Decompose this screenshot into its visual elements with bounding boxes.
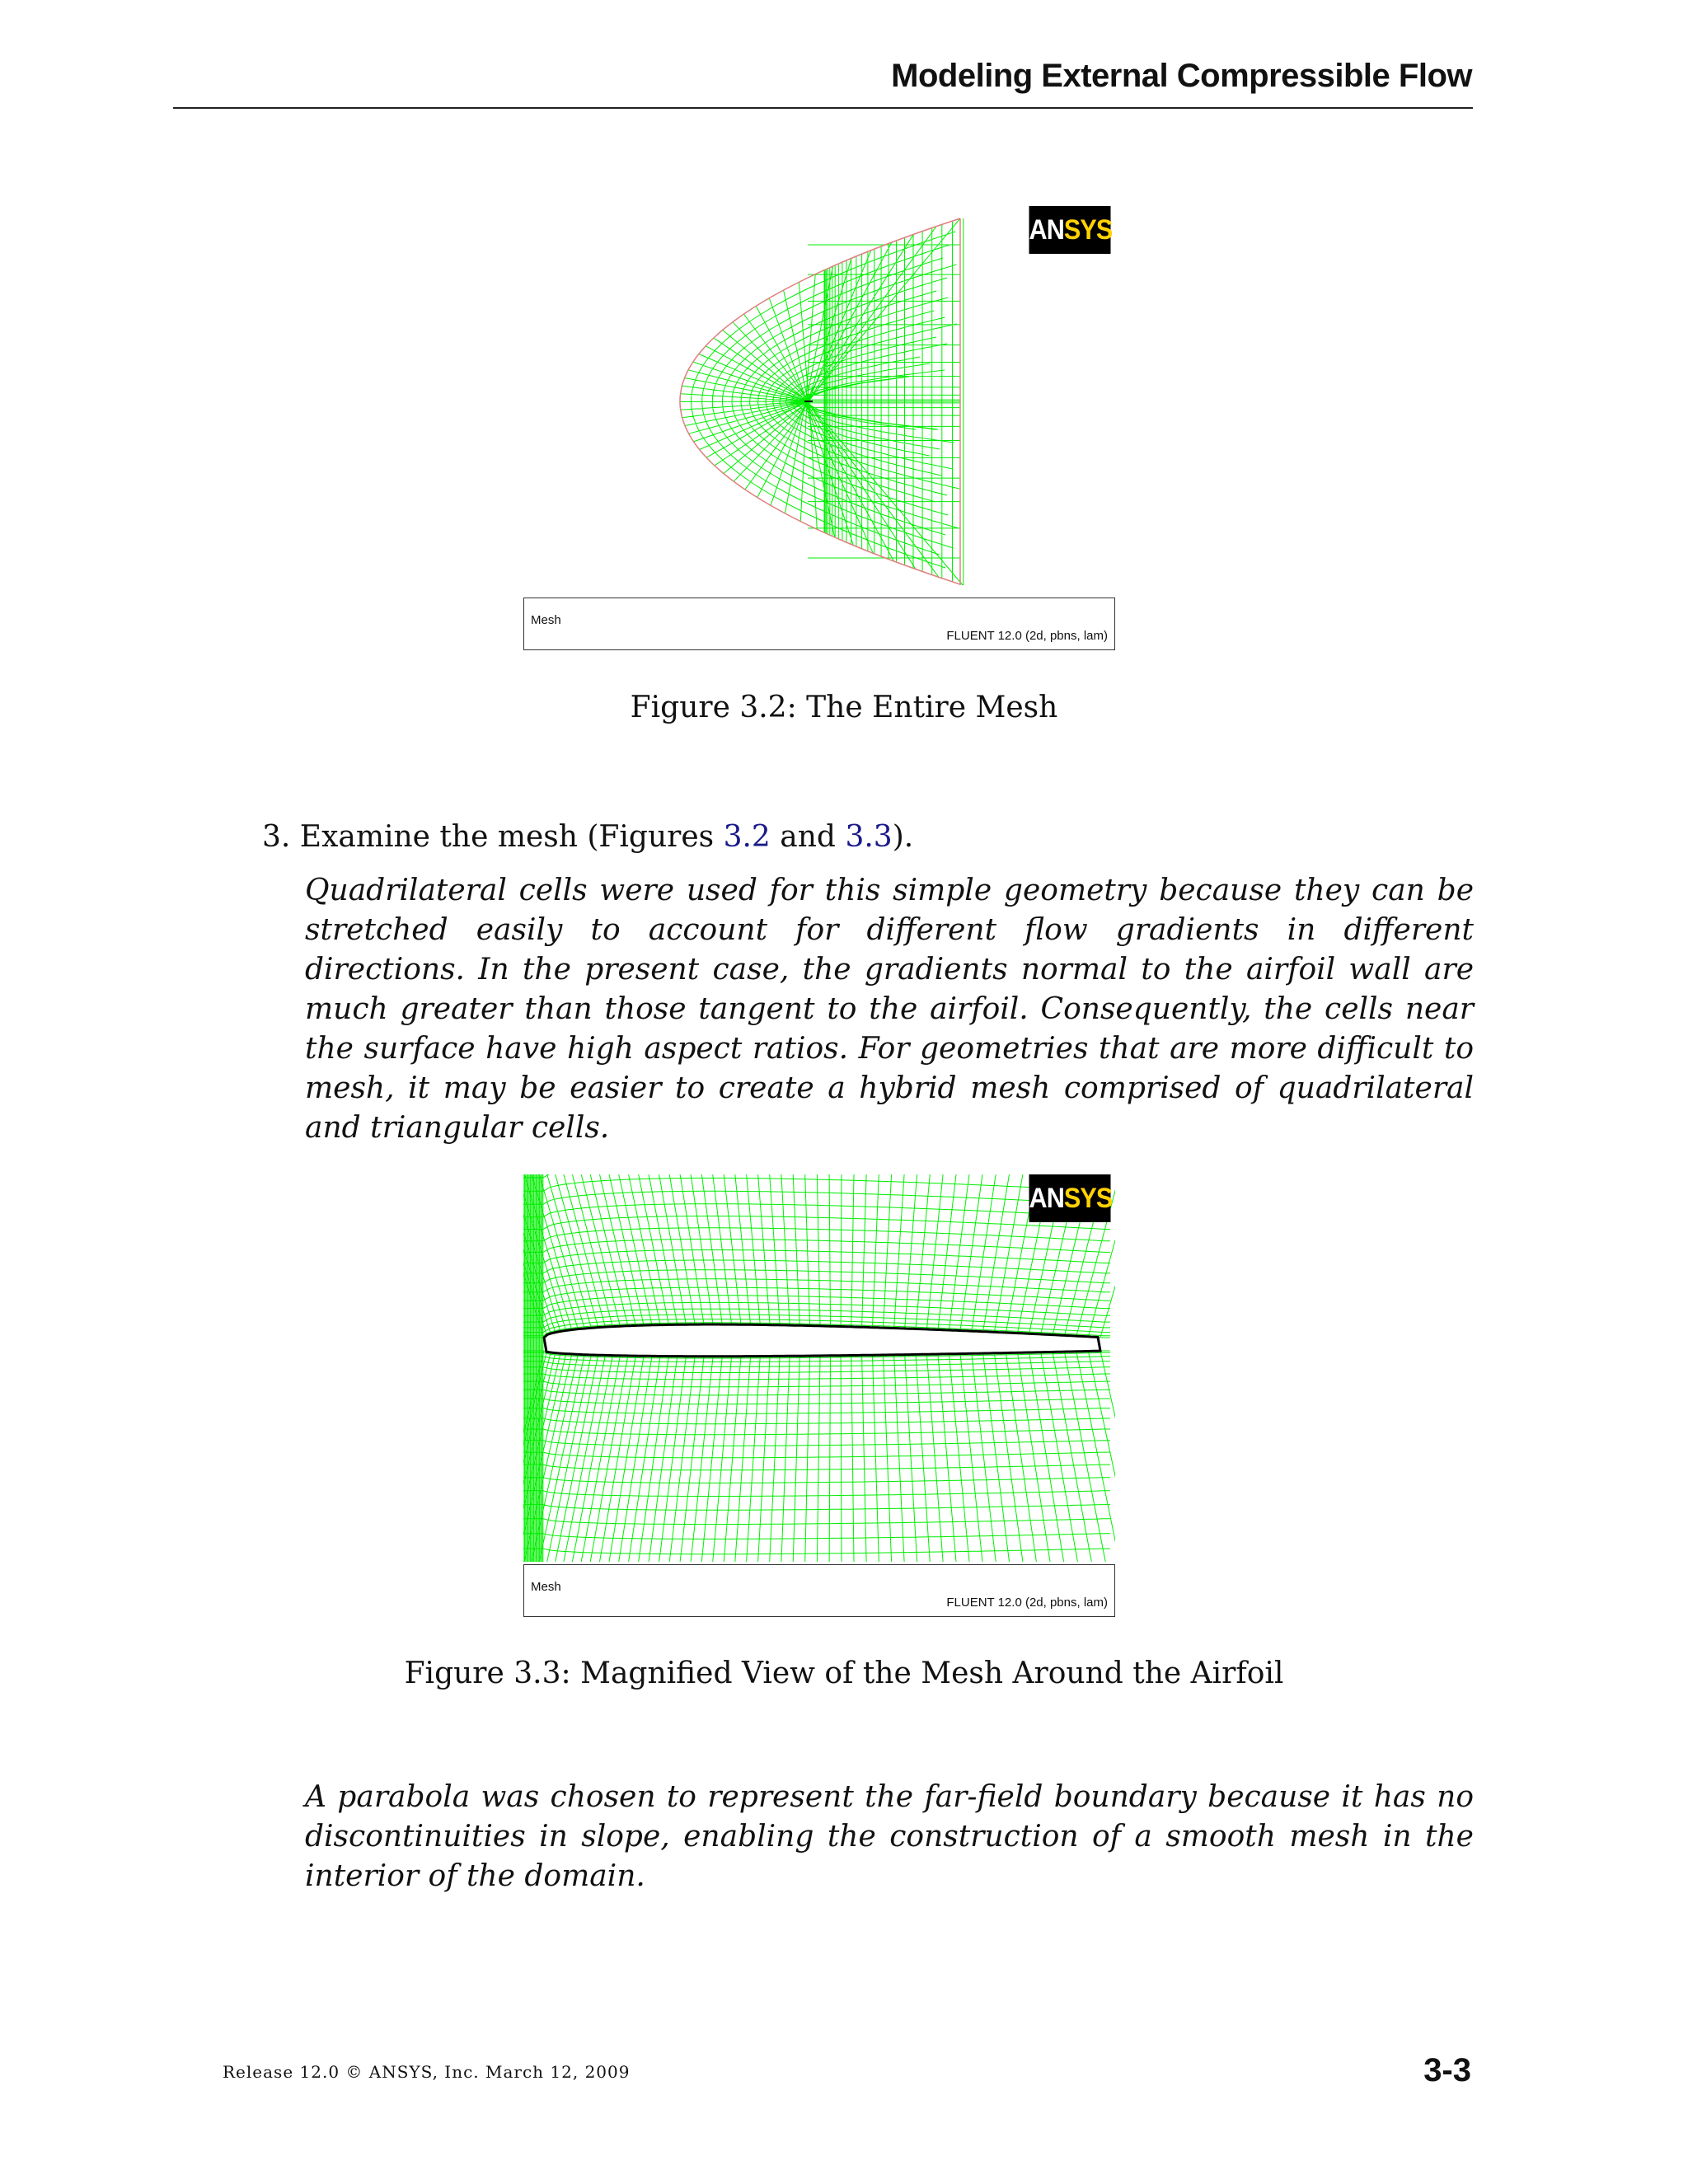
header-rule	[173, 107, 1473, 109]
step-3-text: 3. Examine the mesh (Figures 3.2 and 3.3).	[262, 820, 914, 854]
figure-entire-mesh	[523, 206, 1115, 651]
status-solver: FLUENT 12.0 (2d, pbns, lam)	[946, 1596, 1108, 1610]
figure-caption: Figure 3.2: The Entire Mesh	[630, 691, 1058, 724]
status-title: Mesh	[531, 1580, 561, 1594]
mesh-grid-lines	[680, 218, 964, 585]
status-title: Mesh	[531, 613, 561, 627]
magnified-mesh-plot	[523, 1174, 1115, 1562]
page-number: 3-3	[1423, 2052, 1471, 2088]
fluent-status-box	[523, 1564, 1115, 1617]
running-header: Modeling External Compressible Flow	[891, 58, 1472, 94]
ansys-logo: ANSYS	[1029, 1174, 1111, 1222]
fluent-status-box	[523, 598, 1115, 650]
ansys-logo: ANSYS	[1029, 206, 1111, 254]
figure-ref-link[interactable]: 3.2	[723, 820, 771, 854]
figure-magnified-mesh	[523, 1174, 1115, 1619]
mesh-explanation-paragraph: Quadrilateral cells were used for this simple geometry because they can be stretched easily to account for different flow gradients in different directions. In the present case, the gradients normal to the airfoil wall are much greater than those tangent to the airfoil. Consequently, the cells near the surface have high aspect ratios. For geometries that are more difficult to mesh, it may be easier to create a hybrid mesh comprised of quadrilateral and triangular cells.	[305, 874, 1474, 1145]
parabola-explanation-paragraph: A parabola was chosen to represent the far-field boundary because it has no discontinuities in slope, enabling the construction of a smooth mesh in the interior of the domain.	[305, 1780, 1474, 1893]
figure-caption: Figure 3.3: Magnified View of the Mesh Around the Airfoil	[404, 1657, 1284, 1690]
status-solver: FLUENT 12.0 (2d, pbns, lam)	[946, 629, 1108, 643]
footer-release: Release 12.0 © ANSYS, Inc. March 12, 2009	[223, 2062, 631, 2082]
entire-mesh-plot	[523, 206, 1115, 593]
figure-ref-link[interactable]: 3.3	[845, 820, 893, 854]
